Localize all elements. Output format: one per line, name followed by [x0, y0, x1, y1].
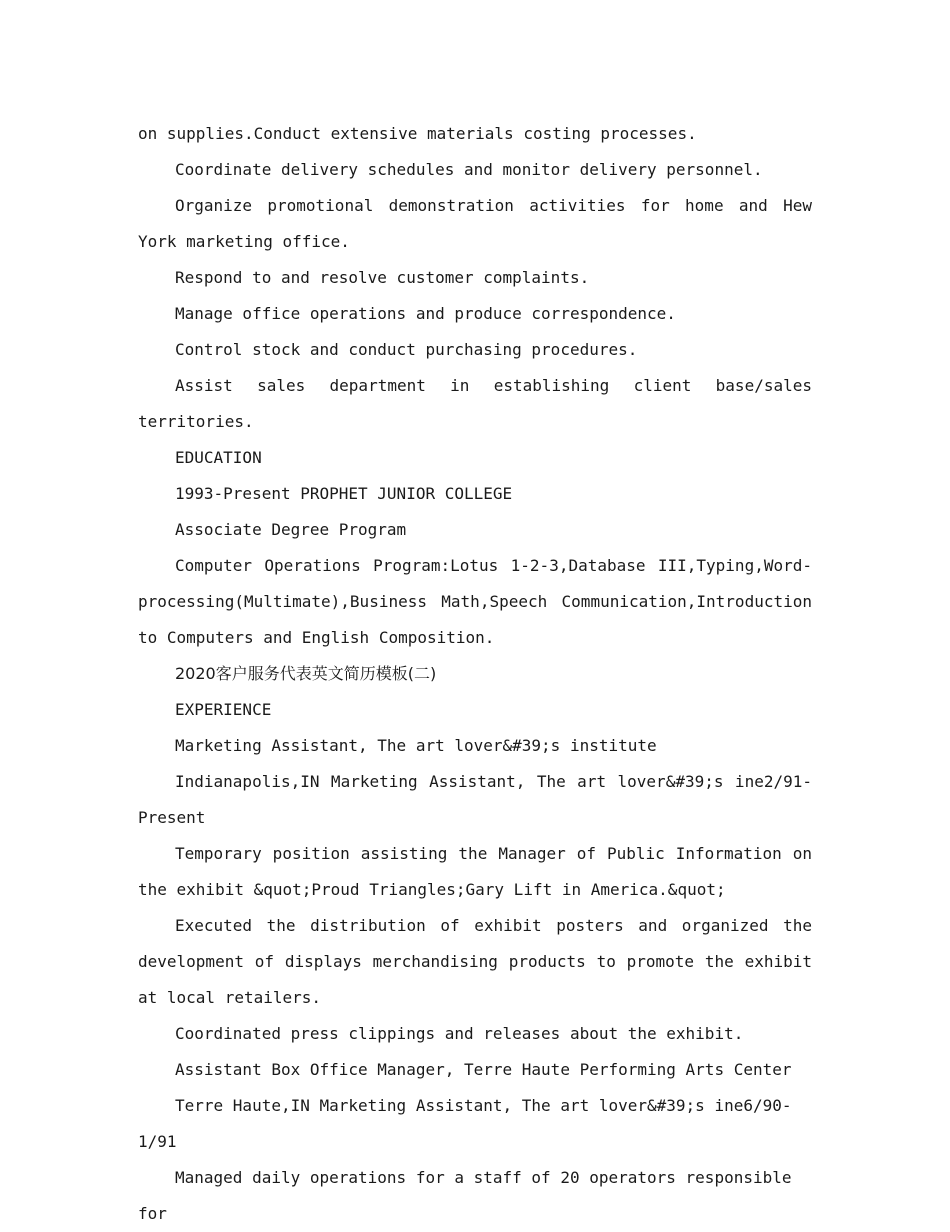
paragraph-press-clippings: Coordinated press clippings and releases about the exhibit. — [175, 1024, 744, 1043]
section-heading-experience: EXPERIENCE — [175, 700, 272, 719]
paragraph-executed-distribution: Executed the distribution of exhibit posters and organized the development of displays merchandising products to promote the exhibit at local retailers. — [138, 916, 812, 1007]
document-body — [138, 116, 812, 1232]
paragraph-office-operations: Manage office operations and produce correspondence. — [175, 304, 676, 323]
paragraph-marketing-assistant: Marketing Assistant, The art lover&#39;s institute — [175, 736, 657, 755]
paragraph-indianapolis: Indianapolis,IN Marketing Assistant, The art lover&#39;s ine2/91-Present — [138, 772, 812, 827]
paragraph-complaints: Respond to and resolve customer complaints. — [175, 268, 590, 287]
paragraph-temporary-position: Temporary position assisting the Manager of Public Information on the exhibit &quot;Proud Triangles;Gary Lift in America.&quot; — [138, 844, 812, 899]
paragraph-box-office: Assistant Box Office Manager, Terre Haute Performing Arts Center — [175, 1060, 792, 1079]
paragraph-college: 1993-Present PROPHET JUNIOR COLLEGE — [175, 484, 513, 503]
section-heading-template-two: 2020客户服务代表英文简历模板(二) — [175, 664, 437, 683]
paragraph-degree-program: Associate Degree Program — [175, 520, 407, 539]
paragraph-terre-haute: Terre Haute,IN Marketing Assistant, The art lover&#39;s ine6/90-1/91 — [138, 1096, 792, 1151]
paragraph-promotional: Organize promotional demonstration activities for home and Hew York marketing office. — [138, 196, 812, 251]
paragraph-supplies: on supplies.Conduct extensive materials costing processes. — [138, 124, 697, 143]
paragraph-delivery: Coordinate delivery schedules and monitor delivery personnel. — [175, 160, 763, 179]
section-heading-education: EDUCATION — [175, 448, 262, 467]
paragraph-daily-operations: Managed daily operations for a staff of 20 operators responsible for — [138, 1168, 792, 1223]
paragraph-stock: Control stock and conduct purchasing procedures. — [175, 340, 638, 359]
paragraph-sales-territories: Assist sales department in establishing client base/sales territories. — [138, 376, 812, 431]
paragraph-computer-operations: Computer Operations Program:Lotus 1-2-3,Database III,Typing,Word-processing(Multimate),Business Math,Speech Communication,Introduction to Computers and English Composition. — [138, 556, 812, 647]
